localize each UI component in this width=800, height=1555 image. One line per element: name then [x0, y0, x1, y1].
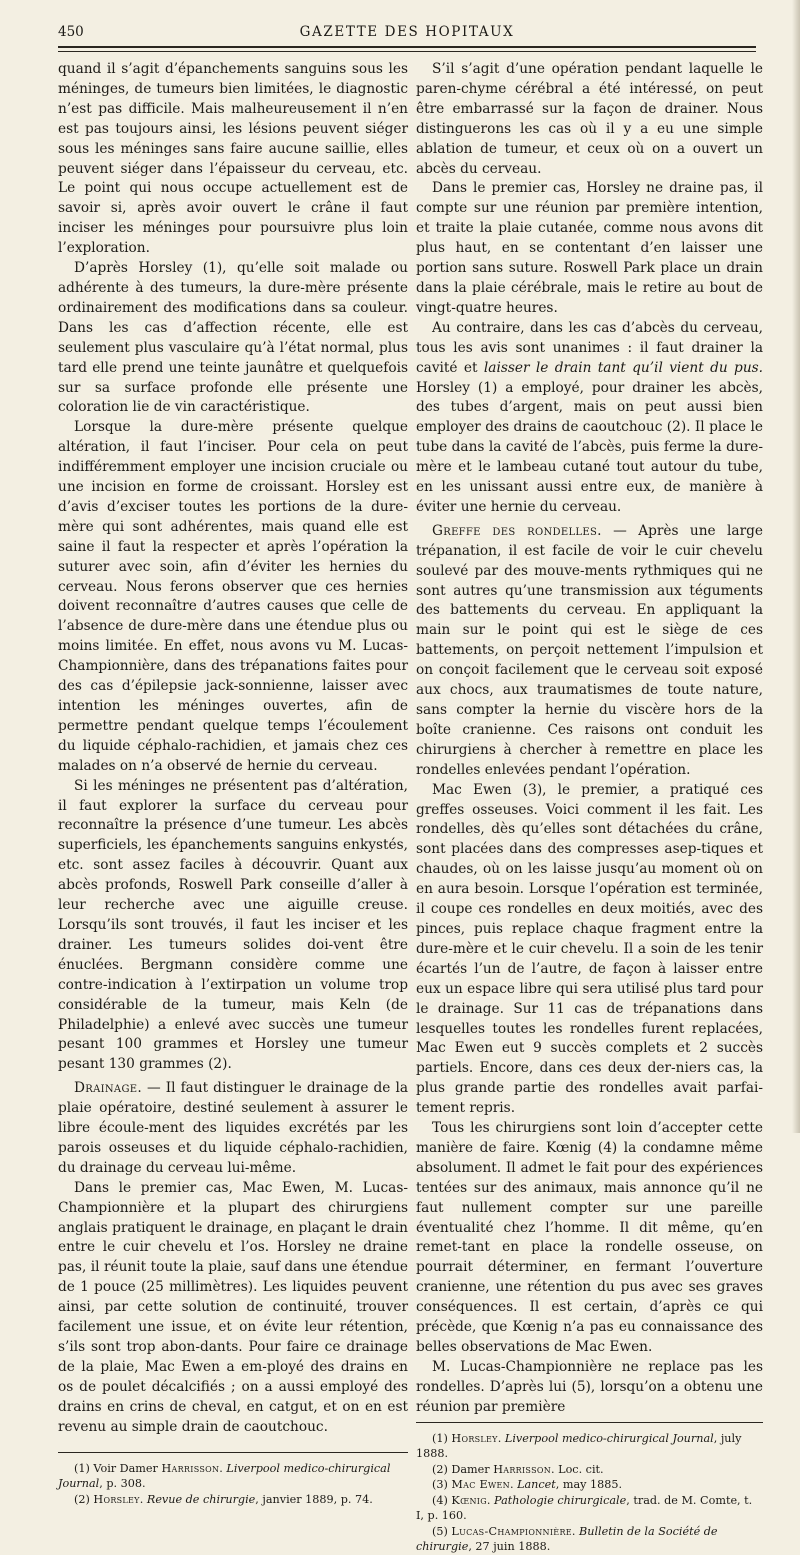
footnotes — [58, 1461, 408, 1508]
page-edge-shadow — [792, 0, 800, 1133]
paragraph: quand il s’agit d’épanchements sanguins sous les méninges, de tumeurs bien limitées, le diagnostic n’est pas difficile. Mais malheureusement il n’en est pas toujours ainsi, les lésions peuvent siéger sous les méninges sans faire aucune saillie, elles peuvent siéger dans l’épaisseur du cerveau, etc. Le point qui nous occupe actuellement est de savoir si, après avoir ouvert le crâne il faut inciser les méninges pour poursuivre plus loin l’exploration. — [58, 61, 408, 257]
header-rule-thick — [58, 46, 756, 48]
footnote: (1) Horsley. Liverpool medico-chirurgical Journal, july 1888. — [416, 1431, 742, 1461]
footnote: (2) Horsley. Revue de chirurgie, janvier 1889, p. 74. — [74, 1492, 373, 1506]
footnote: (3) Mac Ewen. Lancet, may 1885. — [432, 1478, 623, 1492]
paragraph: M. Lucas-Championnière ne replace pas les rondelles. D’après lui (5), lorsqu’on a obtenu une réunion par première — [416, 1358, 763, 1415]
header-rule-thin — [58, 51, 756, 52]
paragraph: Tous les chirurgiens sont loin d’accepter cette manière de faire. Kœnig (4) la condamne même absolument. Il admet le fait pour des expériences tentées sur des animaux, mais annonce qu’il ne faut nullement compter sur une pareille éventualité chez l’homme. Il dit même, qu’en remet-tant en place la rondelle osseuse, on pourrait déterminer, en fermant l’ouverture cranienne, une rétention du pus avec ses graves conséquences. Il est certain, d’après ce qui précède, que Kœnig n’a pas eu connaissance des belles observations de Mac Ewen. — [416, 1120, 763, 1355]
paragraph: Lorsque la dure-mère présente quelque altération, il faut l’inciser. Pour cela on peut indifféremment employer une incision cruciale ou une incision en forme de croissant. Horsley est d’avis d’exciser toutes les portions de la dure-mère qui sont adhérentes, mais quand elle est saine il faut la respecter et après l’opération la suturer avec soin, afin d’éviter les hernies du cerveau. Nous ferons observer que ces hernies doivent reconnaître d’autres causes que celle de l’absence de dure-mère dans une étendue plus ou moins limitée. En effet, nous avons vu M. Lucas-Championnière, dans des trépanations faites pour des cas d’épilepsie jack-sonnienne, laisser avec intention les méninges ouvertes, afin de permettre pendant quelque temps l’écoulement du liquide céphalo-rachidien, et jamais chez ces malades on n’a observé de hernie du cerveau. — [58, 419, 408, 774]
section-heading: Greffe des rondelles. — [432, 522, 602, 539]
footnotes — [416, 1431, 763, 1555]
paragraph: Dans le premier cas, Horsley ne draine pas, il compte sur une réunion par première intention, et traite la plaie cutanée, comme nous avons dit plus haut, en se contentant d’en laisser une portion sans suture. Roswell Park place un drain dans la plaie cérébrale, mais le retire au bout de vingt-quatre heures. — [416, 180, 763, 316]
paragraph-drainage — [58, 1079, 408, 1179]
footnote: (1) Voir Damer Harrisson. Liverpool medico-chirurgical Journal, p. 308. — [58, 1461, 391, 1491]
paragraph: Mac Ewen (3), le premier, a pratiqué ces greffes osseuses. Voici comment il les fait. Les rondelles, dès qu’elles sont détachées du crâne, sont placées dans des compresses asep-tiques et chaudes, où on les laisse jusqu’au moment où on en aura besoin. Lorsque l’opération est terminée, il coupe ces rondelles en deux moitiés, avec des pinces, puis replace chaque fragment entre la dure-mère et le cuir chevelu. Il a soin de les tenir écartés l’un de l’autre, de façon à laisser entre eux un espace libre qui sera utilisé plus tard pour le drainage. Sur 11 cas de trépanations dans lesquelles toutes les rondelles furent replacées, Mac Ewen eut 9 succès complets et 2 succès partiels. Encore, dans ces deux der-niers cas, la plus grande partie des rondelles avait parfai-tement repris. — [416, 781, 763, 1117]
paragraph: D’après Horsley (1), qu’elle soit malade ou adhérente à des tumeurs, la dure-mère présente ordinairement des modifications dans sa couleur. Dans les cas d’affection récente, elle est seulement plus vasculaire qu’à l’état normal, plus tard elle prend une teinte jaunâtre et quelquefois sur sa surface profonde elle présente une coloration lie de vin caractéristique. — [58, 260, 408, 416]
paragraph-abces: Au contraire, dans les cas d’abcès du cerveau, tous les avis sont unanimes : il faut drainer la cavité et laisser le drain tant qu’il vient du pus. Horsley (1) a employé, pour drainer les abcès, des tubes d’argent, mais on peut aussi bien employer des drains de caoutchouc (2). Il place le tube dans la cavité de l’abcès, puis ferme la dure-mère et le lambeau cutané tout autour du tube, en les unissant aussi entre eux, de manière à éviter une hernie du cerveau. — [416, 319, 764, 515]
footnote: (2) Damer Harrisson. Loc. cit. — [432, 1462, 604, 1476]
footnote: (4) Kœnig. Pathologie chirurgicale, trad. de M. Comte, t. I, p. 160. — [416, 1493, 753, 1523]
section-heading: Drainage. — [74, 1080, 142, 1097]
footnote: (5) Lucas-Championnière. Bulletin de la Société de chirurgie, 27 juin 1888. — [416, 1524, 718, 1554]
paragraph-text: — Il faut distinguer le drainage de la plaie opératoire, destiné seulement à assurer le libre écoule-ment des liquides excrétés par les parois osseuses et du liquide céphalo-rachidien, du drainage du cerveau lui-même. — [58, 1080, 408, 1176]
running-title: GAZETTE DES HOPITAUX — [299, 24, 515, 40]
right-column — [416, 60, 763, 1555]
paragraph: Si les méninges ne présentent pas d’altération, il faut explorer la surface du cerveau pour reconnaître la présence d’une tumeur. Les abcès superficiels, les épanchements sanguins enkystés, etc. sont assez faciles à découvrir. Quant aux abcès profonds, Roswell Park conseille d’aller à leur recherche avec une aiguille creuse. Lorsqu’ils sont trouvés, il faut les inciser et les drainer. Les tumeurs solides doi-vent être énuclées. Bergmann considère comme une contre-indication à l’extirpation un volume trop considérable de la tumeur, mais Keln (de Philadelphie) a enlevé avec succès une tumeur pesant 100 grammes et Horsley une tumeur pesant 130 grammes (2). — [58, 777, 408, 1073]
page-number: 450 — [58, 24, 84, 40]
emphasis: laisser le drain tant qu’il vient du pus. — [483, 359, 764, 376]
left-column — [58, 60, 408, 1507]
page-header — [58, 20, 756, 44]
footnote-rule — [58, 1452, 408, 1453]
paragraph-text: — Après une large trépanation, il est facile de voir le cuir chevelu soulevé par des mouve-ments rythmiques qui ne sont autres qu’une transmission aux téguments des battements du cerveau. En appliquant la main sur le point qui est le siège de ces battements, on perçoit nettement l’impulsion et on conçoit facilement que le cerveau soit exposé aux chocs, aux traumatismes de toute nature, sans compter la hernie du viscère hors de la boîte cranienne. Ces raisons ont conduit les chirurgiens à chercher à remettre en place les rondelles enlevées pendant l’opération. — [416, 522, 763, 778]
paragraph: Dans le premier cas, Mac Ewen, M. Lucas-Championnière et la plupart des chirurgiens anglais pratiquent le drainage, en plaçant le drain entre le cuir chevelu et l’os. Horsley ne draine pas, il réunit toute la plaie, sauf dans une étendue de 1 pouce (25 millimètres). Les liquides peuvent ainsi, par cette solution de continuité, trouver facilement une issue, et on évite leur rétention, s’ils sont trop abon-dants. Pour faire ce drainage de la plaie, Mac Ewen a em-ployé des drains en os de poulet décalcifiés ; on a aussi employé des drains en crins de cheval, en catgut, et on en est revenu au simple drain de caoutchouc. — [58, 1179, 408, 1435]
paragraph: S’il s’agit d’une opération pendant laquelle le paren-chyme cérébral a été intéressé, on peut être embarrassé sur la façon de drainer. Nous distinguerons les cas où il y a eu une simple ablation de tumeur, et ceux où on a ouvert un abcès du cerveau. — [416, 61, 763, 177]
paragraph-greffe — [416, 522, 763, 781]
footnote-rule — [416, 1422, 763, 1423]
